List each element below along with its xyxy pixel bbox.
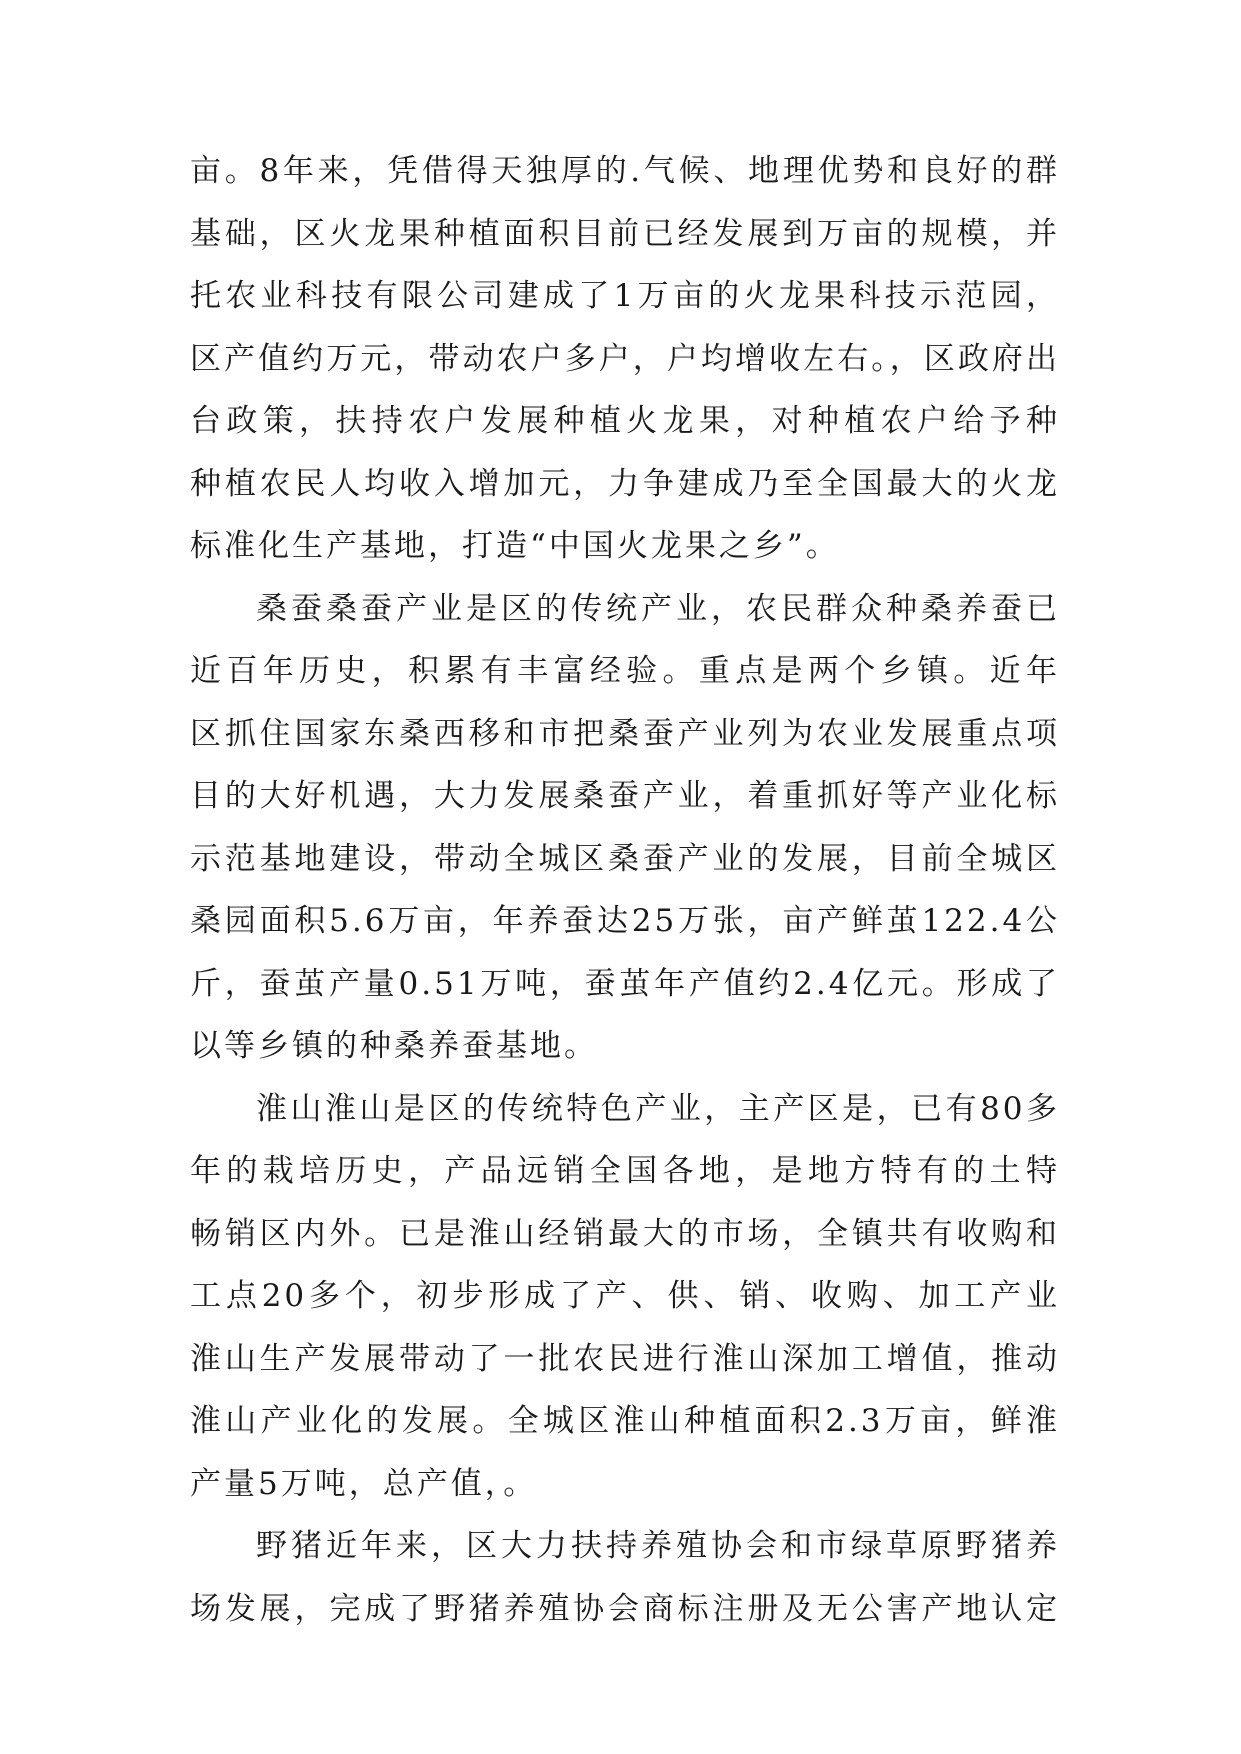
text-line: 年的栽培历史，产品远销全国各地，是地方特有的土特 xyxy=(190,1153,1060,1189)
paragraph-start-line: 野猪近年来，区大力扶持养殖协会和市绿草原野猪养 xyxy=(256,1528,1060,1564)
text-line: 亩。8年来，凭借得天独厚的.气候、地理优势和良好的群 xyxy=(190,153,1060,189)
text-line: 斤，蚕茧产量0.51万吨，蚕茧年产值约2.4亿元。形成了 xyxy=(190,965,1060,1002)
text-line: 以等乡镇的种桑养蚕基地。 xyxy=(190,1028,598,1064)
text-line: 畅销区内外。已是淮山经销最大的市场，全镇共有收购和 xyxy=(190,1215,1060,1252)
paragraph-start-line: 淮山淮山是区的传统特色产业，主产区是，已有80多 xyxy=(256,1090,1060,1127)
text-line: 基础，区火龙果种植面积目前已经发展到万亩的规模，并 xyxy=(190,215,1060,252)
text-line: 工点20多个，初步形成了产、供、销、收购、加工产业 xyxy=(190,1278,1060,1314)
text-line: 目的大好机遇，大力发展桑蚕产业，着重抓好等产业化标 xyxy=(190,778,1060,814)
paragraph-start-line: 桑蚕桑蚕产业是区的传统产业，农民群众种桑养蚕已 xyxy=(256,590,1060,627)
text-line: 近百年历史，积累有丰富经验。重点是两个乡镇。近年 xyxy=(190,653,1060,689)
text-line: 淮山生产发展带动了一批农民进行淮山深加工增值，推动 xyxy=(190,1340,1060,1377)
body-text xyxy=(190,140,1060,1640)
text-line: 场发展，完成了野猪养殖协会商标注册及无公害产地认定 xyxy=(190,1590,1060,1627)
text-line: 台政策，扶持农户发展种植火龙果，对种植农户给予种 xyxy=(190,403,1060,439)
text-line: 示范基地建设，带动全城区桑蚕产业的发展，目前全城区 xyxy=(190,840,1060,877)
text-line: 淮山产业化的发展。全城区淮山种植面积2.3万亩，鲜淮 xyxy=(190,1403,1060,1439)
text-line: 种植农民人均收入增加元，力争建成乃至全国最大的火龙 xyxy=(190,465,1060,502)
text-line: 区抓住国家东桑西移和市把桑蚕产业列为农业发展重点项 xyxy=(190,715,1060,752)
text-line: 产量5万吨，总产值，。 xyxy=(190,1465,538,1502)
text-line: 托农业科技有限公司建成了1万亩的火龙果科技示范园， xyxy=(190,278,1060,314)
text-line: 区产值约万元，带动农户多户，户均增收左右。，区政府出 xyxy=(190,340,1060,377)
text-line: 标准化生产基地，打造“中国火龙果之乡”。 xyxy=(190,528,840,564)
text-line: 桑园面积5.6万亩，年养蚕达25万张，亩产鲜茧122.4公 xyxy=(190,903,1060,939)
